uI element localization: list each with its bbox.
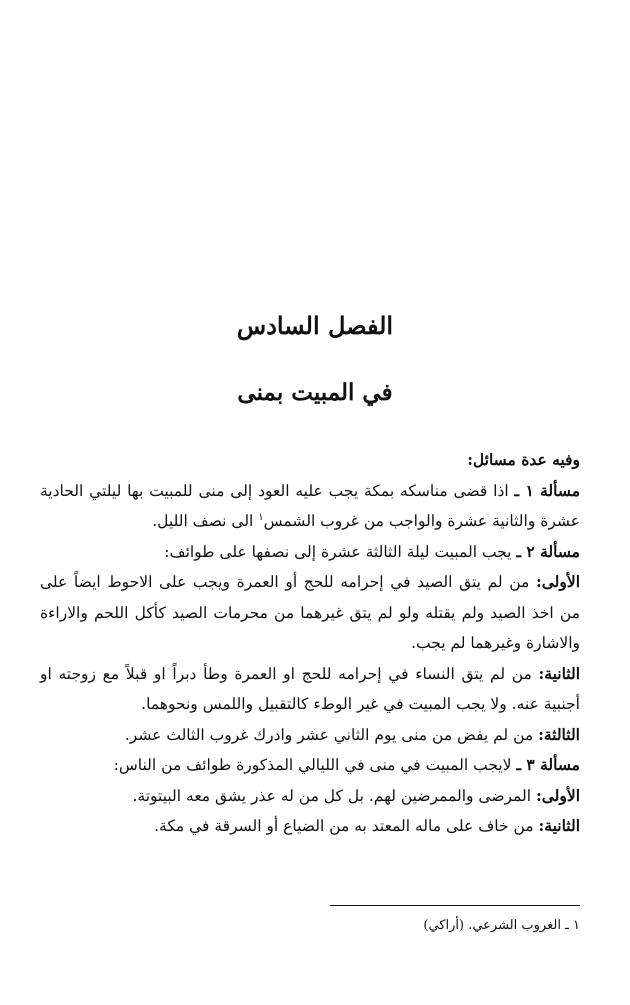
paragraph-label: مسألة ٣ ـ [516,755,580,774]
paragraph-label: مسألة ١ ـ [514,480,580,500]
footnote-number: ١ [573,918,580,933]
paragraph-label: مسألة ٢ ـ [516,541,580,561]
paragraph-masala-2 [40,537,580,568]
footnote-reference: ١ [258,511,264,523]
paragraph-label: الثانية: [538,816,580,835]
paragraph-label: الثالثة: [538,724,580,744]
paragraph-label: الثانية: [538,663,580,683]
paragraph-text: من لم يتق النساء في إحرامه للحج او العمرة وطأ دبراً او قبلاً مع زوجته او أجنبية عنه. ولا يجب المبيت في غير الوطء كالتقبيل واللمس ونحوهما. [40,664,580,713]
paragraph-text: المرضى والممرضين لهم. بل كل من له عذر يشق معه البيتوتة. [132,786,532,805]
paragraph-first-group [40,567,580,659]
paragraph-text: من لم يتق الصيد في إحرامه للحج أو العمرة ويجب على الاحوط ايضاً على من اخذ الصيد ولم يقتله ولو لم يتق غيرهما من محرمات الصيد كأكل اللحم والاراءة والاشارة وغيرهما لم يجب. [40,573,580,652]
paragraph-third-group [40,720,580,751]
paragraph-masala-3 [40,750,580,781]
chapter-subtitle: في المبيت بمنى [237,379,393,406]
footnote [40,915,580,937]
paragraph-masala-1 [40,476,580,537]
body-text [40,445,580,842]
chapter-title: الفصل السادس [236,311,394,340]
paragraph-text: من خاف على ماله المعتد به من الضياع أو السرقة في مكة. [154,817,534,835]
paragraph-label: الأولى: [536,572,580,591]
intro-line: وفيه عدة مسائل: [467,450,580,469]
footnote-text: ـ الغروب الشرعي. (أراكي) [423,918,569,933]
paragraph-second-group [40,659,580,720]
paragraph-label: الأولى: [536,785,580,805]
footnote-divider [330,905,580,906]
paragraph-exempt-first [40,781,580,812]
paragraph-text: لايجب المبيت في منى في الليالي المذكورة طوائف من الناس: [113,756,512,774]
paragraph-text: يجب المبيت ليلة الثالثة عشرة إلى نصفها على طوائف: [164,542,512,561]
paragraph-text: اذا قضى مناسكه بمكة يجب عليه العود إلى منى للمبيت بها ليلتي الحادية عشرة والثانية عشرة والواجب من غروب الشمس [40,481,580,530]
paragraph-text-after: الى نصف الليل. [152,512,259,530]
paragraph-exempt-second [40,811,580,842]
paragraph-text: من لم يفض من منى يوم الثاني عشر وادرك غروب الثالث عشر. [124,725,534,744]
